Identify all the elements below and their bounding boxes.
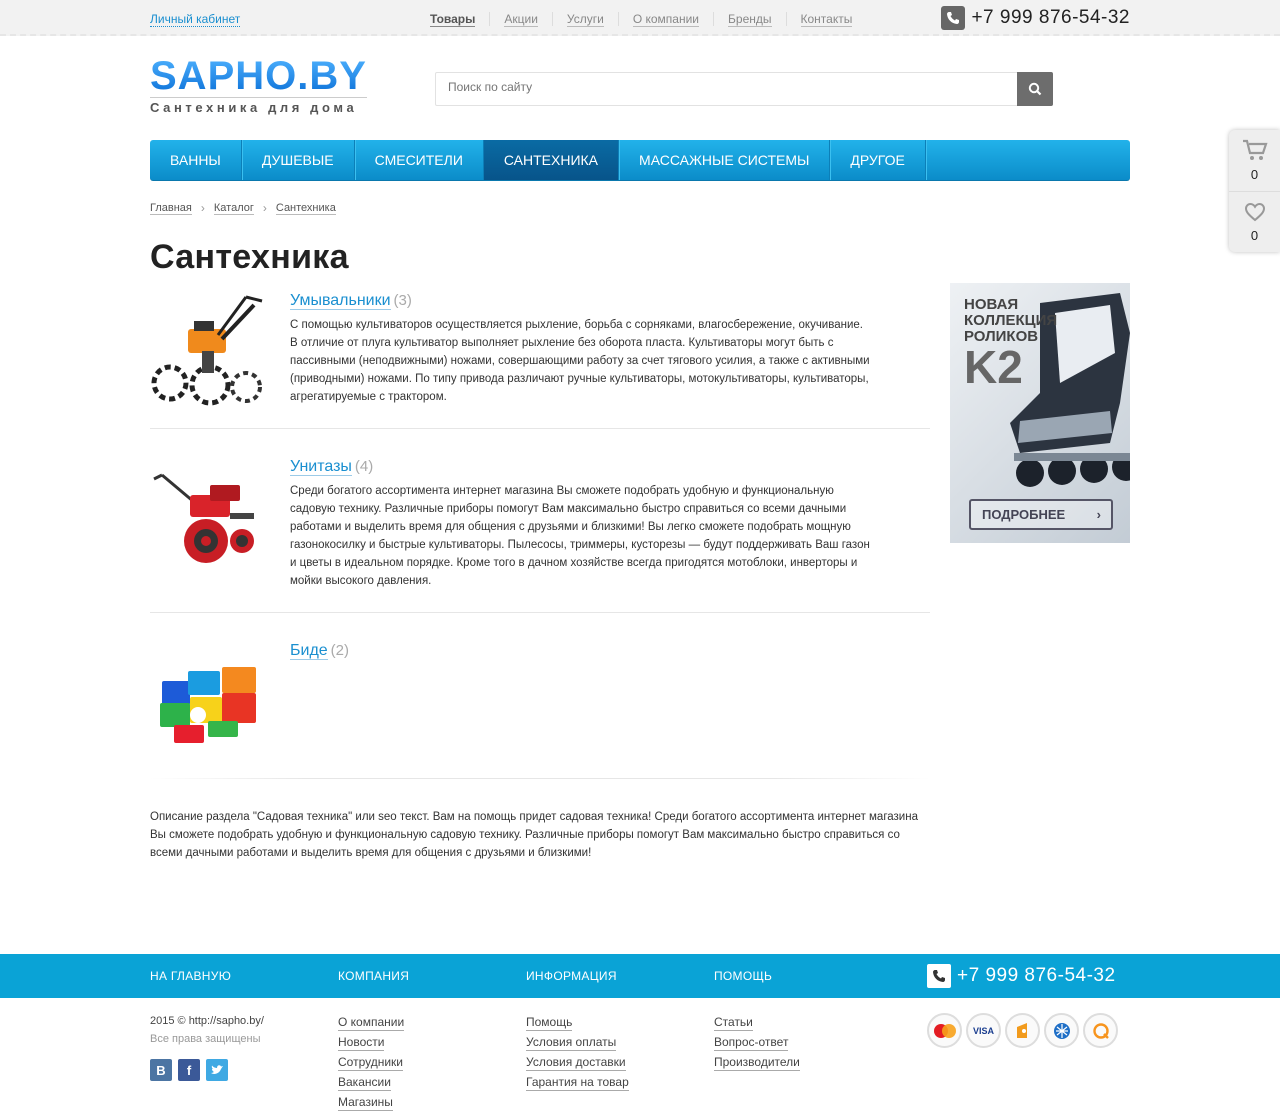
search-button[interactable] bbox=[1017, 72, 1053, 106]
header-phone bbox=[941, 6, 1130, 30]
footer-heading-home[interactable]: НА ГЛАВНУЮ bbox=[150, 969, 232, 983]
phone-icon bbox=[927, 964, 951, 988]
footer-link-payment[interactable]: Условия оплаты bbox=[526, 1035, 617, 1049]
nav-plumbing[interactable]: САНТЕХНИКА bbox=[484, 140, 619, 180]
cart-widget[interactable] bbox=[1229, 130, 1280, 191]
nav-massage-systems[interactable]: МАССАЖНЫЕ СИСТЕМЫ bbox=[619, 140, 830, 180]
separator bbox=[489, 12, 490, 26]
visa-icon: VISA bbox=[966, 1013, 1001, 1048]
top-nav bbox=[430, 12, 866, 27]
footer-link-stores[interactable]: Магазины bbox=[338, 1095, 393, 1109]
footer-link-about[interactable]: О компании bbox=[338, 1015, 405, 1029]
category-description: С помощью культиваторов осуществляется рыхление, борьба с сорняками, влагосбережение, окучивание. В отличие от плуга культиватор выполняет рыхление без оборота пласта. Культиваторы могут быть с пассивными (неподвижными) ножами, совершающими работу за счет тягового усилия, а также с активными (приводными) ножами. По типу привода различают ручные культиваторы, мотокультиваторы, культиваторы, агрегатируемые с трактором. bbox=[290, 319, 870, 403]
search-input[interactable] bbox=[436, 73, 1016, 101]
payment-methods bbox=[927, 1013, 1122, 1048]
category-count: (2) bbox=[330, 642, 350, 659]
footer-company-links bbox=[338, 1015, 404, 1115]
top-nav-contacts[interactable]: Контакты bbox=[800, 12, 853, 26]
top-nav-promotions[interactable]: Акции bbox=[504, 12, 538, 26]
category-image[interactable] bbox=[150, 291, 270, 411]
footer-phone-number[interactable]: +7 999 876-54-32 bbox=[957, 965, 1116, 986]
footer-link-delivery[interactable]: Условия доставки bbox=[526, 1055, 626, 1069]
footer-help-links bbox=[714, 1015, 800, 1075]
banner-more-button[interactable] bbox=[969, 499, 1113, 530]
footer-info-links bbox=[526, 1015, 629, 1095]
cart-count: 0 bbox=[1250, 167, 1259, 182]
separator bbox=[618, 12, 619, 26]
category-image[interactable] bbox=[150, 641, 270, 761]
footer-link-faq[interactable]: Вопрос-ответ bbox=[714, 1035, 789, 1049]
site-logo[interactable] bbox=[150, 56, 367, 115]
social-links bbox=[150, 1059, 234, 1081]
header bbox=[150, 36, 1130, 140]
category-image[interactable] bbox=[150, 457, 270, 577]
cart-icon bbox=[1242, 139, 1268, 161]
category-count: (3) bbox=[393, 292, 412, 309]
search-icon bbox=[1028, 82, 1042, 96]
separator bbox=[786, 12, 787, 26]
rights-reserved: Все права защищены bbox=[150, 1033, 261, 1045]
top-nav-brands[interactable]: Бренды bbox=[728, 12, 772, 26]
nav-other[interactable]: ДРУГОЕ bbox=[830, 140, 925, 180]
chevron-right-icon: › bbox=[200, 201, 205, 215]
page-title: Сантехника bbox=[150, 238, 349, 276]
footer-heading-info: ИНФОРМАЦИЯ bbox=[526, 969, 617, 983]
facebook-icon[interactable]: f bbox=[178, 1059, 200, 1081]
divider bbox=[150, 428, 930, 429]
top-nav-products[interactable]: Товары bbox=[430, 12, 476, 26]
footer-link-news[interactable]: Новости bbox=[338, 1035, 385, 1049]
footer-link-articles[interactable]: Статьи bbox=[714, 1015, 753, 1029]
breadcrumb-current[interactable]: Сантехника bbox=[275, 201, 336, 214]
banner-button-label: ПОДРОБНЕЕ bbox=[982, 507, 1066, 522]
logo-subtitle: Сантехника для дома bbox=[150, 97, 367, 115]
banner-brand: K2 bbox=[964, 341, 1023, 393]
nav-showers[interactable]: ДУШЕВЫЕ bbox=[242, 140, 355, 180]
top-nav-services[interactable]: Услуги bbox=[566, 12, 604, 26]
category-link[interactable]: Унитазы bbox=[290, 458, 352, 475]
banner-title: НОВАЯ КОЛЛЕКЦИЯ РОЛИКОВ bbox=[964, 296, 1058, 345]
yandex-money-icon bbox=[1005, 1013, 1040, 1048]
phone-icon bbox=[941, 6, 965, 30]
breadcrumb-home[interactable]: Главная bbox=[150, 201, 192, 214]
floating-side-panel bbox=[1229, 130, 1280, 252]
footer-link-warranty[interactable]: Гарантия на товар bbox=[526, 1075, 629, 1089]
seo-text: Описание раздела "Садовая техника" или seo текст. Вам на помощь придет садовая техника! Среди богатого ассортимента интернет магазина Вы сможете подобрать удобную и функциональную садовую технику. Различные приборы помогут Вам максимально быстро справиться со всеми дачными работами и выделить время для общения с друзьями и близкими! bbox=[150, 811, 918, 859]
footer bbox=[0, 998, 1280, 1109]
footer-phone bbox=[927, 964, 1116, 988]
logo-title: SAPHO.BY bbox=[150, 54, 367, 98]
twitter-icon[interactable] bbox=[206, 1059, 228, 1081]
footer-link-staff[interactable]: Сотрудники bbox=[338, 1055, 403, 1069]
top-bar bbox=[0, 0, 1280, 36]
category-count: (4) bbox=[354, 458, 374, 475]
footer-heading-company: КОМПАНИЯ bbox=[338, 969, 410, 983]
footer-link-help[interactable]: Помощь bbox=[526, 1015, 573, 1029]
favorites-count: 0 bbox=[1250, 227, 1259, 243]
main-nav bbox=[150, 140, 1130, 181]
webmoney-icon bbox=[1044, 1013, 1079, 1048]
qiwi-icon bbox=[1083, 1013, 1118, 1048]
category-description: Среди богатого ассортимента интернет магазина Вы сможете подобрать удобную и функциональную садовую технику. Различные приборы помогут Вам максимально быстро справиться со всеми дачными работами и выделить время для общения с друзьями и близкими! Вы легко сможете подобрать мощную газонокосилку и быстрые культиваторы. Пылесосы, триммеры, кусторезы — будут поддерживать Ваш газон и цветы в идеальном порядке. Кроме того в дачном хозяйстве всегда пригодятся мотоблоки, инверторы и мойки высокого давления. bbox=[290, 485, 870, 587]
vk-icon[interactable]: В bbox=[150, 1059, 172, 1081]
chevron-right-icon: › bbox=[262, 201, 267, 215]
catalog-content bbox=[150, 283, 1130, 883]
personal-account-link[interactable]: Личный кабинет bbox=[150, 12, 241, 26]
mastercard-icon bbox=[927, 1013, 962, 1048]
phone-number[interactable]: +7 999 876-54-32 bbox=[971, 7, 1130, 28]
footer-link-vacancies[interactable]: Вакансии bbox=[338, 1075, 391, 1089]
divider bbox=[150, 612, 930, 613]
footer-heading-help: ПОМОЩЬ bbox=[714, 969, 773, 983]
top-nav-about[interactable]: О компании bbox=[632, 12, 700, 26]
category-link[interactable]: Биде bbox=[290, 642, 328, 659]
divider bbox=[150, 778, 930, 779]
copyright: 2015 © http://sapho.by/ bbox=[150, 1015, 264, 1027]
heart-icon bbox=[1244, 202, 1266, 222]
footer-link-manufacturers[interactable]: Производители bbox=[714, 1055, 800, 1069]
breadcrumb bbox=[150, 201, 1130, 215]
category-link[interactable]: Умывальники bbox=[290, 292, 391, 309]
nav-mixers[interactable]: СМЕСИТЕЛИ bbox=[355, 140, 484, 180]
search-box bbox=[435, 72, 1053, 106]
breadcrumb-catalog[interactable]: Каталог bbox=[213, 201, 254, 214]
separator bbox=[552, 12, 553, 26]
favorites-widget[interactable] bbox=[1229, 191, 1280, 252]
nav-bathtubs[interactable]: ВАННЫ bbox=[150, 140, 242, 180]
promo-banner[interactable] bbox=[950, 283, 1130, 543]
separator bbox=[713, 12, 714, 26]
footer-bar bbox=[0, 954, 1280, 998]
chevron-right-icon: › bbox=[1096, 507, 1101, 522]
